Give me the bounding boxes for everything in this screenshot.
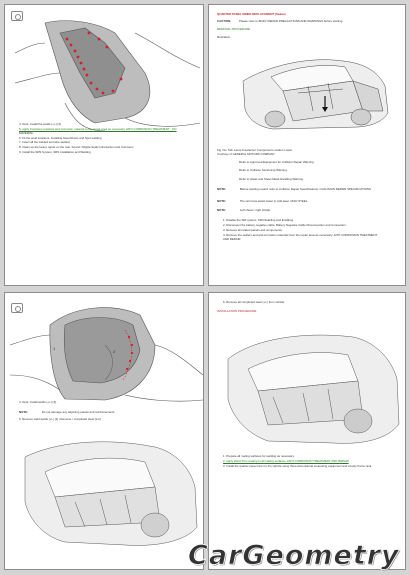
reference-item[interactable]: Refer to Glass and Sheet Metal Handling Warning.	[239, 177, 304, 181]
step-item: 3. Install the quarter panel inner to the vehicle using three-dimensional measuring equipment and a body frame rack.	[223, 464, 372, 468]
step-item: 9. Install the SRS System. SRS Installation and Welding	[19, 150, 91, 154]
step-item: MATERIAL	[19, 131, 34, 135]
note-text: Do not damage any adjoining panels and reinforcements.	[41, 410, 116, 414]
document-page-4	[208, 292, 406, 570]
figure-caption: Fig. No. Tab: Lamp Freelancer Component Location Lower	[217, 148, 293, 152]
step-item[interactable]: 2. apply Weld-Thru coating to all mating surfaces. ANTI-CORROSION TREATMENT AND REPAIR	[223, 459, 349, 463]
step-item: 2. Disconnect the battery negative cable. Battery Negative Cable Disconnection and Connection	[223, 223, 346, 227]
note-row	[217, 199, 307, 203]
note-text: Before starting repairs refer to Collision Repair Specifications. COLLISION REPAIR SPECIFICATIONS	[239, 187, 371, 191]
step-item: 4. Note: Install the welds (+/-) [3].	[19, 122, 62, 126]
note-label: NOTE:	[19, 410, 28, 414]
rear-body-diagram-1	[5, 427, 204, 567]
document-page-3	[4, 292, 204, 570]
step-item: AND REPAIR	[223, 237, 241, 241]
reference-item[interactable]: Refer to Approved Equipment for Collision Repair Warning.	[239, 160, 315, 164]
step-item: 7. Insert all the welded and wire welded	[19, 140, 70, 144]
cargeometry-logo: CarGeometry	[188, 540, 400, 571]
quarter-panel-diagram-2	[5, 295, 204, 405]
step-item: 8. Clean up the heavy repair on the rear. Sound / Ripple Seals Introduction and Corrosion	[19, 145, 134, 149]
step-item: 1. Disable the SIR system. SIR Disabling and Enabling	[223, 218, 294, 222]
reference-item[interactable]: Refer to Collision Sectioning Warning.	[239, 168, 288, 172]
document-page-1	[4, 4, 204, 286]
illustration-label: Illustration	[217, 35, 231, 39]
step-item: 4. Remove the sealers and anti-corrosion materials from the repair area as necessary. ANTI-CORROSION TREATMENT	[223, 233, 378, 237]
step-item: 6. Fit the weld locations. Installing Steel Rivets and Spot welding	[19, 136, 102, 140]
note-label: NOTE:	[217, 208, 226, 212]
step-item: 3. Remove all related panels and components.	[223, 228, 283, 232]
step-item: 5. Remove weld welds (+/-) [1] / Remove / completed steel [1-2]	[19, 417, 101, 421]
svg-text:2: 2	[113, 349, 116, 354]
note-label: NOTE:	[217, 187, 226, 191]
rear-body-diagram-2	[213, 319, 403, 454]
car-body-diagram	[213, 41, 403, 141]
step-item: 4. Note: Install welds (+/-) [3].	[19, 400, 57, 404]
caution-label: CAUTION:	[217, 19, 232, 23]
caution-text: Please refer to BODY REPAIR PRECAUTIONS AND WARNINGS before starting.	[239, 19, 344, 23]
note-row	[217, 208, 271, 212]
note-row	[19, 410, 115, 414]
step-item: 1. Prepare all mating surfaces for welding as necessary.	[223, 454, 295, 458]
note-label: NOTE:	[217, 199, 226, 203]
section-heading: REMOVAL PROCEDURE	[217, 27, 251, 31]
quarter-panel-diagram-1	[5, 13, 204, 133]
page-title: QUARTER PANEL INNER REPLACEMENT (Sedan)	[217, 12, 286, 16]
section-heading: INSTALLATION PROCEDURE	[217, 309, 257, 313]
svg-text:1: 1	[53, 346, 56, 351]
figure-caption: Courtesy of GENERAL MOTORS COMPANY	[217, 152, 275, 156]
note-text: Left shown, right similar.	[239, 208, 271, 212]
note-text: The rail cross assist lower is mild steel. MILD STEEL	[239, 199, 308, 203]
step-item: 6. Remove all completed steel (+/-) from vehicle.	[223, 300, 286, 304]
note-row	[217, 187, 371, 191]
step-item[interactable]: 5. apply Corrosion resistant and Corrosion material to the repair area as necessary. ANTI-CORROSION TREATMENT - NO	[19, 127, 177, 131]
document-page-2	[208, 4, 406, 286]
